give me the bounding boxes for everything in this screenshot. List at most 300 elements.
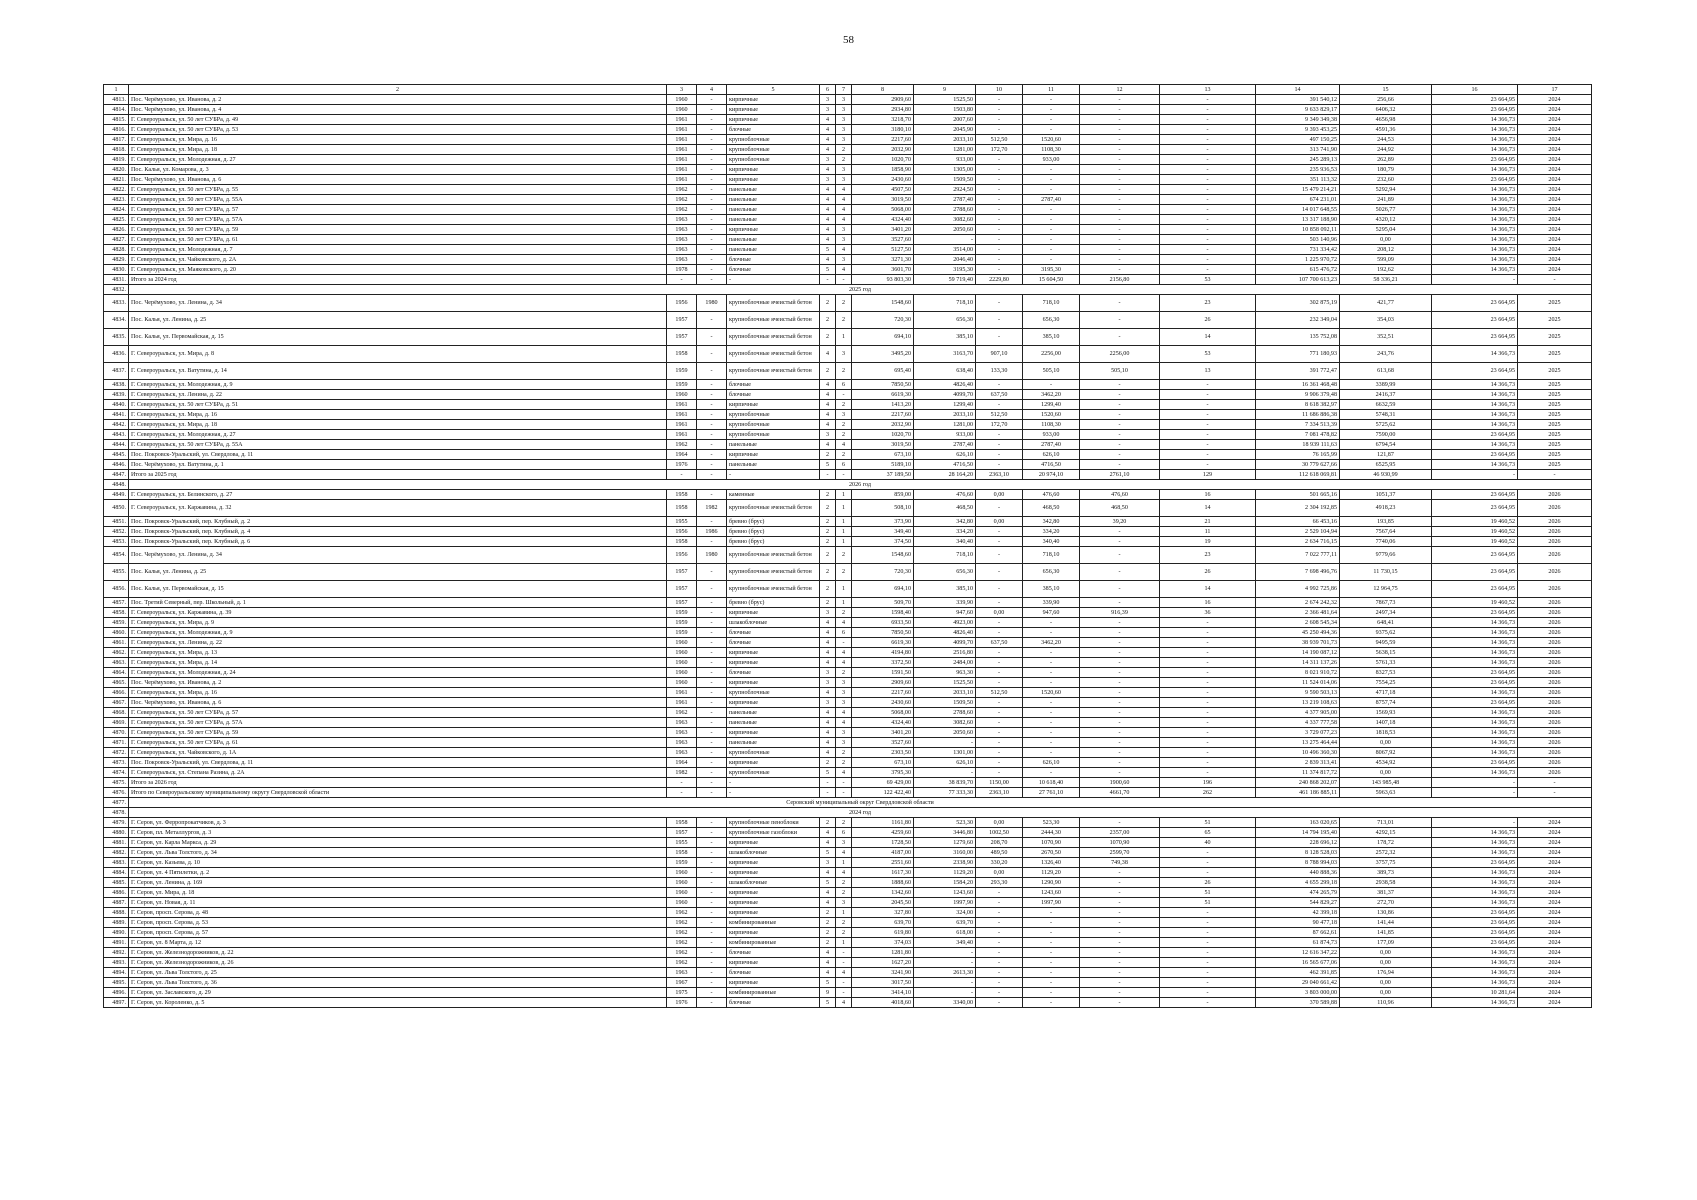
table-cell: крупноблочные ячеистый бетон	[727, 581, 820, 598]
table-cell: -	[976, 175, 1023, 185]
table-cell: 4887.	[104, 898, 129, 908]
table-cell: -	[976, 185, 1023, 195]
table-cell: -	[1432, 818, 1518, 828]
table-row	[104, 938, 1592, 948]
table-cell: 2026	[1518, 564, 1592, 581]
table-cell: 1957	[667, 598, 697, 608]
table-cell: -	[1023, 988, 1080, 998]
table-cell: Пос. Покровск-Уральский, ул. Свердлова, д. 11	[129, 758, 667, 768]
table-cell: 4187,00	[852, 848, 914, 858]
table-cell: 4	[820, 738, 836, 748]
table-cell: 4826,40	[914, 380, 976, 390]
table-cell: 4	[820, 255, 836, 265]
table-cell: 10 858 092,11	[1256, 225, 1340, 235]
table-cell: 14 366,73	[1432, 638, 1518, 648]
table-cell: 4845.	[104, 450, 129, 460]
table-cell: 29 040 661,42	[1256, 978, 1340, 988]
table-cell: 163 020,65	[1256, 818, 1340, 828]
table-cell: 5	[820, 265, 836, 275]
table-cell: 1301,00	[914, 748, 976, 758]
table-cell: кирпичные	[727, 698, 820, 708]
table-cell: -	[1023, 698, 1080, 708]
table-cell: 272,70	[1340, 898, 1432, 908]
table-cell: 51	[1160, 818, 1256, 828]
table-cell: 2024	[1518, 105, 1592, 115]
table-cell: -	[1080, 908, 1160, 918]
table-row	[104, 888, 1592, 898]
table-cell: 4	[820, 948, 836, 958]
table-cell: -	[1080, 698, 1160, 708]
table-cell: -	[1160, 410, 1256, 420]
table-cell: 5295,04	[1340, 225, 1432, 235]
table-cell: Г. Североуральск, ул. Ленина, д. 22	[129, 390, 667, 400]
table-cell: 4	[820, 838, 836, 848]
table-cell: 1962	[667, 195, 697, 205]
table-cell: 1963	[667, 738, 697, 748]
table-cell: 2025	[1518, 390, 1592, 400]
table-row	[104, 400, 1592, 410]
table-cell: 327,80	[852, 908, 914, 918]
table-cell: 2024	[1518, 988, 1592, 998]
table-cell: 354,03	[1340, 312, 1432, 329]
table-cell: панельные	[727, 440, 820, 450]
table-cell: 2026	[1518, 748, 1592, 758]
table-cell: -	[1023, 125, 1080, 135]
table-cell: -	[1518, 275, 1592, 285]
table-cell: 340,40	[914, 537, 976, 547]
column-number-cell: 12	[1080, 85, 1160, 95]
table-cell: -	[697, 728, 727, 738]
table-cell: блочные	[727, 125, 820, 135]
table-cell: -	[1080, 648, 1160, 658]
table-cell: 4846.	[104, 460, 129, 470]
table-cell: 4 377 905,00	[1256, 708, 1340, 718]
table-cell: 2357,00	[1080, 828, 1160, 838]
table-cell: -	[697, 265, 727, 275]
table-cell: 4819.	[104, 155, 129, 165]
table-cell: 3	[820, 105, 836, 115]
table-cell: 2026	[1518, 537, 1592, 547]
table-cell: 8 021 910,72	[1256, 668, 1340, 678]
table-cell: -	[1080, 818, 1160, 828]
table-cell: 2	[820, 938, 836, 948]
table-cell: 9495,59	[1340, 638, 1432, 648]
table-cell: 933,00	[1023, 155, 1080, 165]
table-cell: 1960	[667, 668, 697, 678]
table-cell: 4813.	[104, 95, 129, 105]
table-cell: 2026	[1518, 708, 1592, 718]
column-number-cell: 8	[852, 85, 914, 95]
table-cell: -	[697, 738, 727, 748]
table-cell: -	[1160, 858, 1256, 868]
table-cell: Г. Североуральск, ул. Ватутина, д. 14	[129, 363, 667, 380]
table-cell: -	[1080, 265, 1160, 275]
table-cell: 4835.	[104, 329, 129, 346]
table-cell: 2787,40	[914, 195, 976, 205]
table-cell: 2026	[1518, 768, 1592, 778]
table-cell: 4864.	[104, 668, 129, 678]
table-cell: -	[1023, 105, 1080, 115]
table-cell: -	[1080, 628, 1160, 638]
table-cell: 4872.	[104, 748, 129, 758]
table-cell: 65	[1160, 828, 1256, 838]
table-cell: 2	[836, 400, 852, 410]
table-cell: 1963	[667, 728, 697, 738]
table-cell: 10 618,40	[1023, 778, 1080, 788]
table-cell: 468,50	[1023, 500, 1080, 517]
table-cell: 2024	[1518, 145, 1592, 155]
table-cell: 5	[820, 878, 836, 888]
table-cell: 2026	[1518, 668, 1592, 678]
table-cell: 4099,70	[914, 390, 976, 400]
table-cell: 4883.	[104, 858, 129, 868]
table-cell: -	[1080, 658, 1160, 668]
table-cell: 3795,30	[852, 768, 914, 778]
table-cell: 0,00	[1340, 948, 1432, 958]
table-cell: 21	[1160, 517, 1256, 527]
table-cell: 14 366,73	[1432, 245, 1518, 255]
table-cell: 2046,40	[914, 255, 976, 265]
table-cell: 2024	[1518, 125, 1592, 135]
table-cell: 4	[820, 868, 836, 878]
table-row	[104, 958, 1592, 968]
column-number-cell: 16	[1432, 85, 1518, 95]
table-cell: 2024	[1518, 115, 1592, 125]
table-cell: Г. Североуральск, ул. Мира, д. 9	[129, 618, 667, 628]
table-cell: 2026	[1518, 547, 1592, 564]
table-cell: 3	[820, 608, 836, 618]
table-cell: крупноблочные	[727, 145, 820, 155]
table-cell: 16	[1160, 490, 1256, 500]
table-cell: 172,70	[976, 145, 1023, 155]
table-cell: 505,10	[1080, 363, 1160, 380]
table-cell: -	[1080, 225, 1160, 235]
table-cell: крупноблочные ячеистый бетон	[727, 312, 820, 329]
table-cell: 330,20	[976, 858, 1023, 868]
table-cell: 14 366,73	[1432, 460, 1518, 470]
table-cell: блочные	[727, 998, 820, 1008]
table-cell: 23 664,95	[1432, 430, 1518, 440]
table-cell: -	[1023, 618, 1080, 628]
table-cell: 8067,92	[1340, 748, 1432, 758]
table-cell: 1	[836, 858, 852, 868]
column-number-cell: 13	[1160, 85, 1256, 95]
table-cell: 3372,50	[852, 658, 914, 668]
table-cell: 16 361 468,48	[1256, 380, 1340, 390]
table-cell: 4	[820, 888, 836, 898]
table-cell: -	[976, 988, 1023, 998]
table-cell: 5	[820, 848, 836, 858]
table-cell: панельные	[727, 185, 820, 195]
table-cell: -	[1023, 978, 1080, 988]
table-cell: 339,90	[1023, 598, 1080, 608]
table-cell: крупноблочные	[727, 410, 820, 420]
table-cell: 4	[820, 205, 836, 215]
table-cell: 2024	[1518, 155, 1592, 165]
table-cell: -	[697, 938, 727, 948]
table-cell: -	[1023, 918, 1080, 928]
table-cell: 241,89	[1340, 195, 1432, 205]
table-row	[104, 390, 1592, 400]
table-cell: 2026	[1518, 728, 1592, 738]
section-title-cell: 2026 год	[129, 480, 1592, 490]
table-cell: 4855.	[104, 564, 129, 581]
table-cell: 656,30	[914, 312, 976, 329]
column-number-cell: 11	[1023, 85, 1080, 95]
table-cell: 244,92	[1340, 145, 1432, 155]
table-cell: 53	[1160, 346, 1256, 363]
table-cell: 3527,60	[852, 738, 914, 748]
table-cell: 1858,90	[852, 165, 914, 175]
table-cell: -	[1160, 205, 1256, 215]
table-row	[104, 165, 1592, 175]
table-cell: 7867,73	[1340, 598, 1432, 608]
table-cell: 4	[836, 205, 852, 215]
table-cell: 4843.	[104, 430, 129, 440]
table-cell: 4852.	[104, 527, 129, 537]
table-cell: 176,94	[1340, 968, 1432, 978]
table-cell: 2024	[1518, 135, 1592, 145]
table-cell: 2024	[1518, 938, 1592, 948]
table-cell: 4	[836, 215, 852, 225]
table-cell: -	[976, 165, 1023, 175]
table-cell: 1243,60	[1023, 888, 1080, 898]
table-cell: -	[1160, 728, 1256, 738]
table-cell: 648,41	[1340, 618, 1432, 628]
table-cell: -	[697, 275, 727, 285]
table-cell: 23 664,95	[1432, 500, 1518, 517]
table-cell: 14 366,73	[1432, 848, 1518, 858]
table-cell: 3	[836, 135, 852, 145]
table-cell: Г. Североуральск, ул. 50 лет СУБРа, д. 53	[129, 125, 667, 135]
table-cell: 14 366,73	[1432, 410, 1518, 420]
table-cell: Г. Североуральск, ул. 50 лет СУБРа, д. 55А	[129, 195, 667, 205]
table-cell: 23	[1160, 547, 1256, 564]
table-cell: -	[1080, 888, 1160, 898]
table-cell: 2 366 481,64	[1256, 608, 1340, 618]
table-cell: -	[976, 628, 1023, 638]
table-row	[104, 175, 1592, 185]
table-cell: 2025	[1518, 329, 1592, 346]
table-cell: -	[697, 658, 727, 668]
table-cell: -	[914, 768, 976, 778]
table-cell: -	[1023, 245, 1080, 255]
table-cell: 2	[820, 564, 836, 581]
table-cell: -	[697, 420, 727, 430]
table-cell: -	[1160, 928, 1256, 938]
table-cell: -	[1160, 135, 1256, 145]
table-cell: -	[976, 155, 1023, 165]
table-row	[104, 978, 1592, 988]
table-cell: 14	[1160, 581, 1256, 598]
table-cell: -	[1160, 658, 1256, 668]
table-cell: -	[976, 978, 1023, 988]
table-cell: 4	[836, 195, 852, 205]
table-cell: 626,10	[1023, 450, 1080, 460]
column-number-cell: 17	[1518, 85, 1592, 95]
table-cell: 4863.	[104, 658, 129, 668]
table-cell: Пос. Черёмухово, ул. Ленина, д. 34	[129, 547, 667, 564]
table-cell: 1957	[667, 581, 697, 598]
table-cell: -	[1080, 564, 1160, 581]
table-cell: 1962	[667, 918, 697, 928]
table-cell: 4894.	[104, 968, 129, 978]
table-cell: -	[1432, 470, 1518, 480]
table-cell: 1961	[667, 145, 697, 155]
table-cell: 3019,50	[852, 195, 914, 205]
table-cell: 2026	[1518, 490, 1592, 500]
table-cell: -	[976, 998, 1023, 1008]
table-cell: 1520,60	[1023, 410, 1080, 420]
table-cell: 192,62	[1340, 265, 1432, 275]
table-cell: 14 366,73	[1432, 868, 1518, 878]
table-cell: 23 664,95	[1432, 312, 1518, 329]
table-cell: -	[1023, 738, 1080, 748]
table-cell: 2025	[1518, 400, 1592, 410]
table-cell: -	[914, 948, 976, 958]
table-cell: 7554,25	[1340, 678, 1432, 688]
table-cell: 2026	[1518, 738, 1592, 748]
table-cell: 2	[820, 908, 836, 918]
table-cell: 2430,60	[852, 175, 914, 185]
table-cell: Г. Североуральск, ул. Молодежная, д. 7	[129, 245, 667, 255]
table-row	[104, 115, 1592, 125]
table-row	[104, 788, 1592, 798]
table-cell: 262	[1160, 788, 1256, 798]
table-cell: 476,60	[1080, 490, 1160, 500]
table-cell: 0,00	[976, 818, 1023, 828]
table-cell: 4816.	[104, 125, 129, 135]
table-cell: 1980	[697, 295, 727, 312]
table-cell: 4834.	[104, 312, 129, 329]
table-cell: 4847.	[104, 470, 129, 480]
table-cell: 2024	[1518, 95, 1592, 105]
table-cell: -	[976, 115, 1023, 125]
table-cell: 9 590 503,13	[1256, 688, 1340, 698]
table-cell: -	[697, 195, 727, 205]
table-cell: -	[1080, 968, 1160, 978]
table-cell: 4854.	[104, 547, 129, 564]
table-cell: 7850,50	[852, 380, 914, 390]
table-cell: 5189,10	[852, 460, 914, 470]
table-cell: 14 794 195,40	[1256, 828, 1340, 838]
table-cell: -	[976, 658, 1023, 668]
table-cell: -	[697, 440, 727, 450]
table-cell: -	[697, 145, 727, 155]
table-cell: -	[727, 470, 820, 480]
table-cell: 14 366,73	[1432, 888, 1518, 898]
table-cell: 1520,60	[1023, 688, 1080, 698]
table-cell: 14 190 087,12	[1256, 648, 1340, 658]
table-cell: 13 219 108,63	[1256, 698, 1340, 708]
table-cell: 342,80	[1023, 517, 1080, 527]
table-cell: 1299,40	[914, 400, 976, 410]
table-cell: 6406,32	[1340, 105, 1432, 115]
table-cell: 7590,00	[1340, 430, 1432, 440]
table-cell: 38 839,70	[914, 778, 976, 788]
table-cell: 3414,10	[852, 988, 914, 998]
table-cell: 1 225 970,72	[1256, 255, 1340, 265]
table-cell: -	[697, 225, 727, 235]
table-cell: 613,68	[1340, 363, 1432, 380]
table-cell: -	[1160, 708, 1256, 718]
table-cell: 5068,00	[852, 708, 914, 718]
table-cell: -	[697, 537, 727, 547]
table-cell: 7740,06	[1340, 537, 1432, 547]
table-cell: -	[1080, 312, 1160, 329]
table-cell: 3	[820, 430, 836, 440]
table-cell: 23 664,95	[1432, 668, 1518, 678]
table-cell: кирпичные	[727, 758, 820, 768]
table-row	[104, 460, 1592, 470]
table-cell: 933,00	[1023, 430, 1080, 440]
table-cell: 1961	[667, 420, 697, 430]
table-cell: 2 304 192,85	[1256, 500, 1340, 517]
table-cell: -	[697, 648, 727, 658]
table-cell: 14 366,73	[1432, 265, 1518, 275]
table-cell: -	[1160, 175, 1256, 185]
table-cell: 13 275 464,44	[1256, 738, 1340, 748]
table-cell: -	[697, 918, 727, 928]
table-cell: 2 839 313,41	[1256, 758, 1340, 768]
table-cell: 656,30	[914, 564, 976, 581]
table-cell: 4858.	[104, 608, 129, 618]
table-cell: 334,20	[1023, 527, 1080, 537]
table-cell: 1299,40	[1023, 400, 1080, 410]
table-cell: 4	[836, 868, 852, 878]
table-cell: 177,09	[1340, 938, 1432, 948]
table-cell: 503 140,96	[1256, 235, 1340, 245]
table-cell: 19 460,52	[1432, 517, 1518, 527]
table-cell: 12 964,75	[1340, 581, 1432, 598]
table-cell: 1961	[667, 135, 697, 145]
table-cell: 694,10	[852, 329, 914, 346]
table-cell: 5	[820, 768, 836, 778]
table-cell: -	[1160, 145, 1256, 155]
table-cell: Г. Североуральск, ул. Мира, д. 16	[129, 135, 667, 145]
table-row	[104, 898, 1592, 908]
table-cell: крупноблочные	[727, 748, 820, 758]
table-cell: 391 772,47	[1256, 363, 1340, 380]
table-cell: 626,10	[914, 450, 976, 460]
table-cell: -	[1023, 628, 1080, 638]
table-cell: -	[976, 738, 1023, 748]
table-cell: Г. Серов, ул. 4 Пятилетки, д. 2	[129, 868, 667, 878]
table-cell: блочные	[727, 638, 820, 648]
table-cell: кирпичные	[727, 400, 820, 410]
table-cell: 5	[820, 245, 836, 255]
table-cell: -	[1518, 778, 1592, 788]
table-cell: -	[1160, 105, 1256, 115]
table-cell: -	[1080, 329, 1160, 346]
table-cell: 2026	[1518, 517, 1592, 527]
section-title-cell: 2025 год	[129, 285, 1592, 295]
table-cell: -	[697, 898, 727, 908]
table-cell: 2026	[1518, 698, 1592, 708]
table-cell: 1959	[667, 618, 697, 628]
table-cell: 69 429,00	[852, 778, 914, 788]
table-cell: 3	[836, 105, 852, 115]
table-cell: 1020,70	[852, 430, 914, 440]
table-cell: -	[1023, 185, 1080, 195]
table-cell: 6619,30	[852, 638, 914, 648]
table-cell: панельные	[727, 215, 820, 225]
table-cell: 23 664,95	[1432, 175, 1518, 185]
table-cell: 2	[836, 748, 852, 758]
table-cell: -	[1160, 420, 1256, 430]
table-cell: 1958	[667, 818, 697, 828]
table-cell: -	[1080, 400, 1160, 410]
